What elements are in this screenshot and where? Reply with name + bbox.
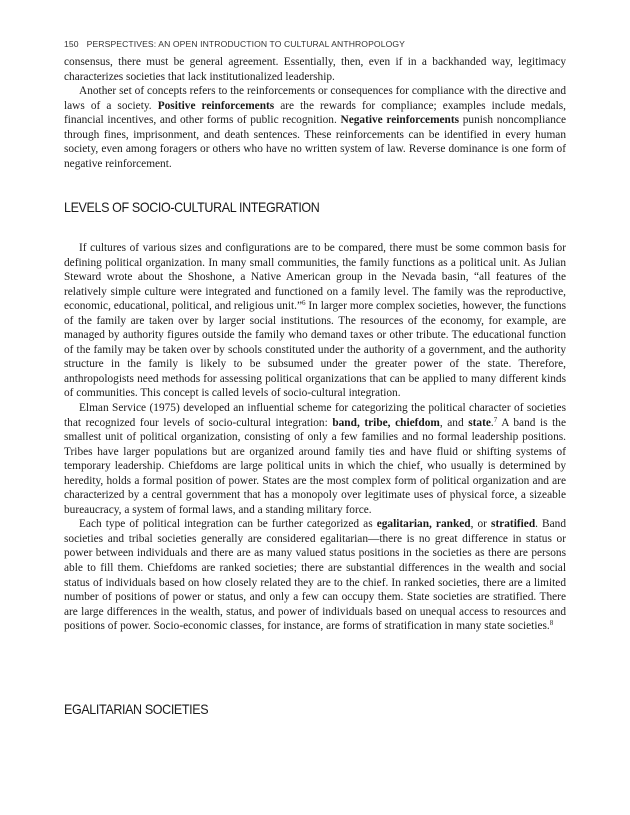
section-levels-text [64,241,566,634]
footnote-ref-7: 7 [493,415,498,424]
term-egalitarian: egalitarian [376,518,430,531]
running-title: PERSPECTIVES: AN OPEN INTRODUCTION TO CULTURAL ANTHROPOLOGY [86,39,405,49]
term-stratified: stratified [491,518,536,531]
term-state: state [468,416,491,429]
section-heading-egalitarian: EGALITARIAN SOCIETIES [64,702,209,717]
term-chiefdom: chiefdom [395,416,440,429]
page-number: 150 [64,39,79,49]
paragraph-service-scheme: Elman Service (1975) developed an influential scheme for categorizing the political character of societies that recognized four levels of socio-cultural integration: band, tribe, chiefdom, and state.$^7$ A band is the smallest unit of political organization, consisting of only a few families and no formal leadership positions. Tribes have larger populations but are organized around family ties and have fluid or shifting systems of temporary leadership. Chiefdoms are large political units in which the chief, who usually is determined by heredity, holds a formal position of power. States are the most complex form of political organization and are characterized by a central government that has a monopoly over legitimate uses of physical force, a sizeable bureaucracy, a system of formal laws, and a standing military force. [64,402,567,516]
term-positive-reinforcements: Positive reinforcements [157,99,275,112]
paragraph-legitimacy: consensus, there must be general agreement. Essentially, then, even if in a backhanded way, legitimacy characterizes societies that lack institutionalized leadership. [64,56,566,83]
term-ranked: ranked [435,518,471,531]
section-heading-levels: LEVELS OF SOCIO-CULTURAL INTEGRATION [64,200,320,215]
term-negative-reinforcements: Negative reinforcements [340,114,460,127]
term-tribe: tribe [364,416,388,429]
paragraph-political-unit: If cultures of various sizes and configurations are to be compared, there must be some common basis for defining political organization. In many small communities, the family functions as a political unit. As Julian Steward wrote about the Shoshone, a Native American group in the Nevada basin, “all features of the relatively simple culture were integrated and functioned on a family level. The family was the reproductive, economic, educational, political, and religious unit.”$^6$ In larger more complex societies, however, the functions of the family are taken over by larger social institutions. The resources of the economy, for example, are managed by authority figures outside the family who demand taxes or other tribute. The educational function of the family may be taken over by schools constituted under the authority of a government, and the authority structure in the family is likely to be subsumed under the greater power of the state. Therefore, anthropologists need methods for assessing political organizations that can be applied to many different kinds of communities. This concept is called levels of socio-cultural integration. [64,242,566,400]
running-header [64,39,584,49]
paragraph-integration-types: Each type of political integration can be further categorized as egalitarian, ranked, or stratified. Band societies and tribal societies generally are considered egalitarian—there is no great difference in status or power between individuals and there are as many valued status positions in the societies as there are persons able to fill them. Chiefdoms are ranked societies; there are substantial differences in the wealth and social status of individuals based on how closely related they are to the chief. In ranked societies, there are a limited number of positions of power or status, and only a few can occupy them. State societies are stratified. There are large differences in the wealth, status, and power of individuals based on unequal access to resources and positions of power. Socio-economic classes, for instance, are forms of stratification in many state societies.$^8$ [64,518,566,633]
paragraph-reinforcements: Another set of concepts refers to the reinforcements or consequences for compliance with the directive and laws of a society. Positive reinforcements are the rewards for compliance; examples include medals, financial incentives, and other forms of public recognition. Negative reinforcements punish noncompliance through fines, imprisonment, and death sentences. These reinforcements can be identified in every human society, even among foragers or others who have no written system of law. Reverse dominance is one form of negative reinforcement. [64,85,566,170]
footnote-ref-6: 6 [302,299,306,308]
term-band: band [332,416,357,429]
footnote-ref-8: 8 [549,619,554,628]
opening-text-block [64,55,566,171]
